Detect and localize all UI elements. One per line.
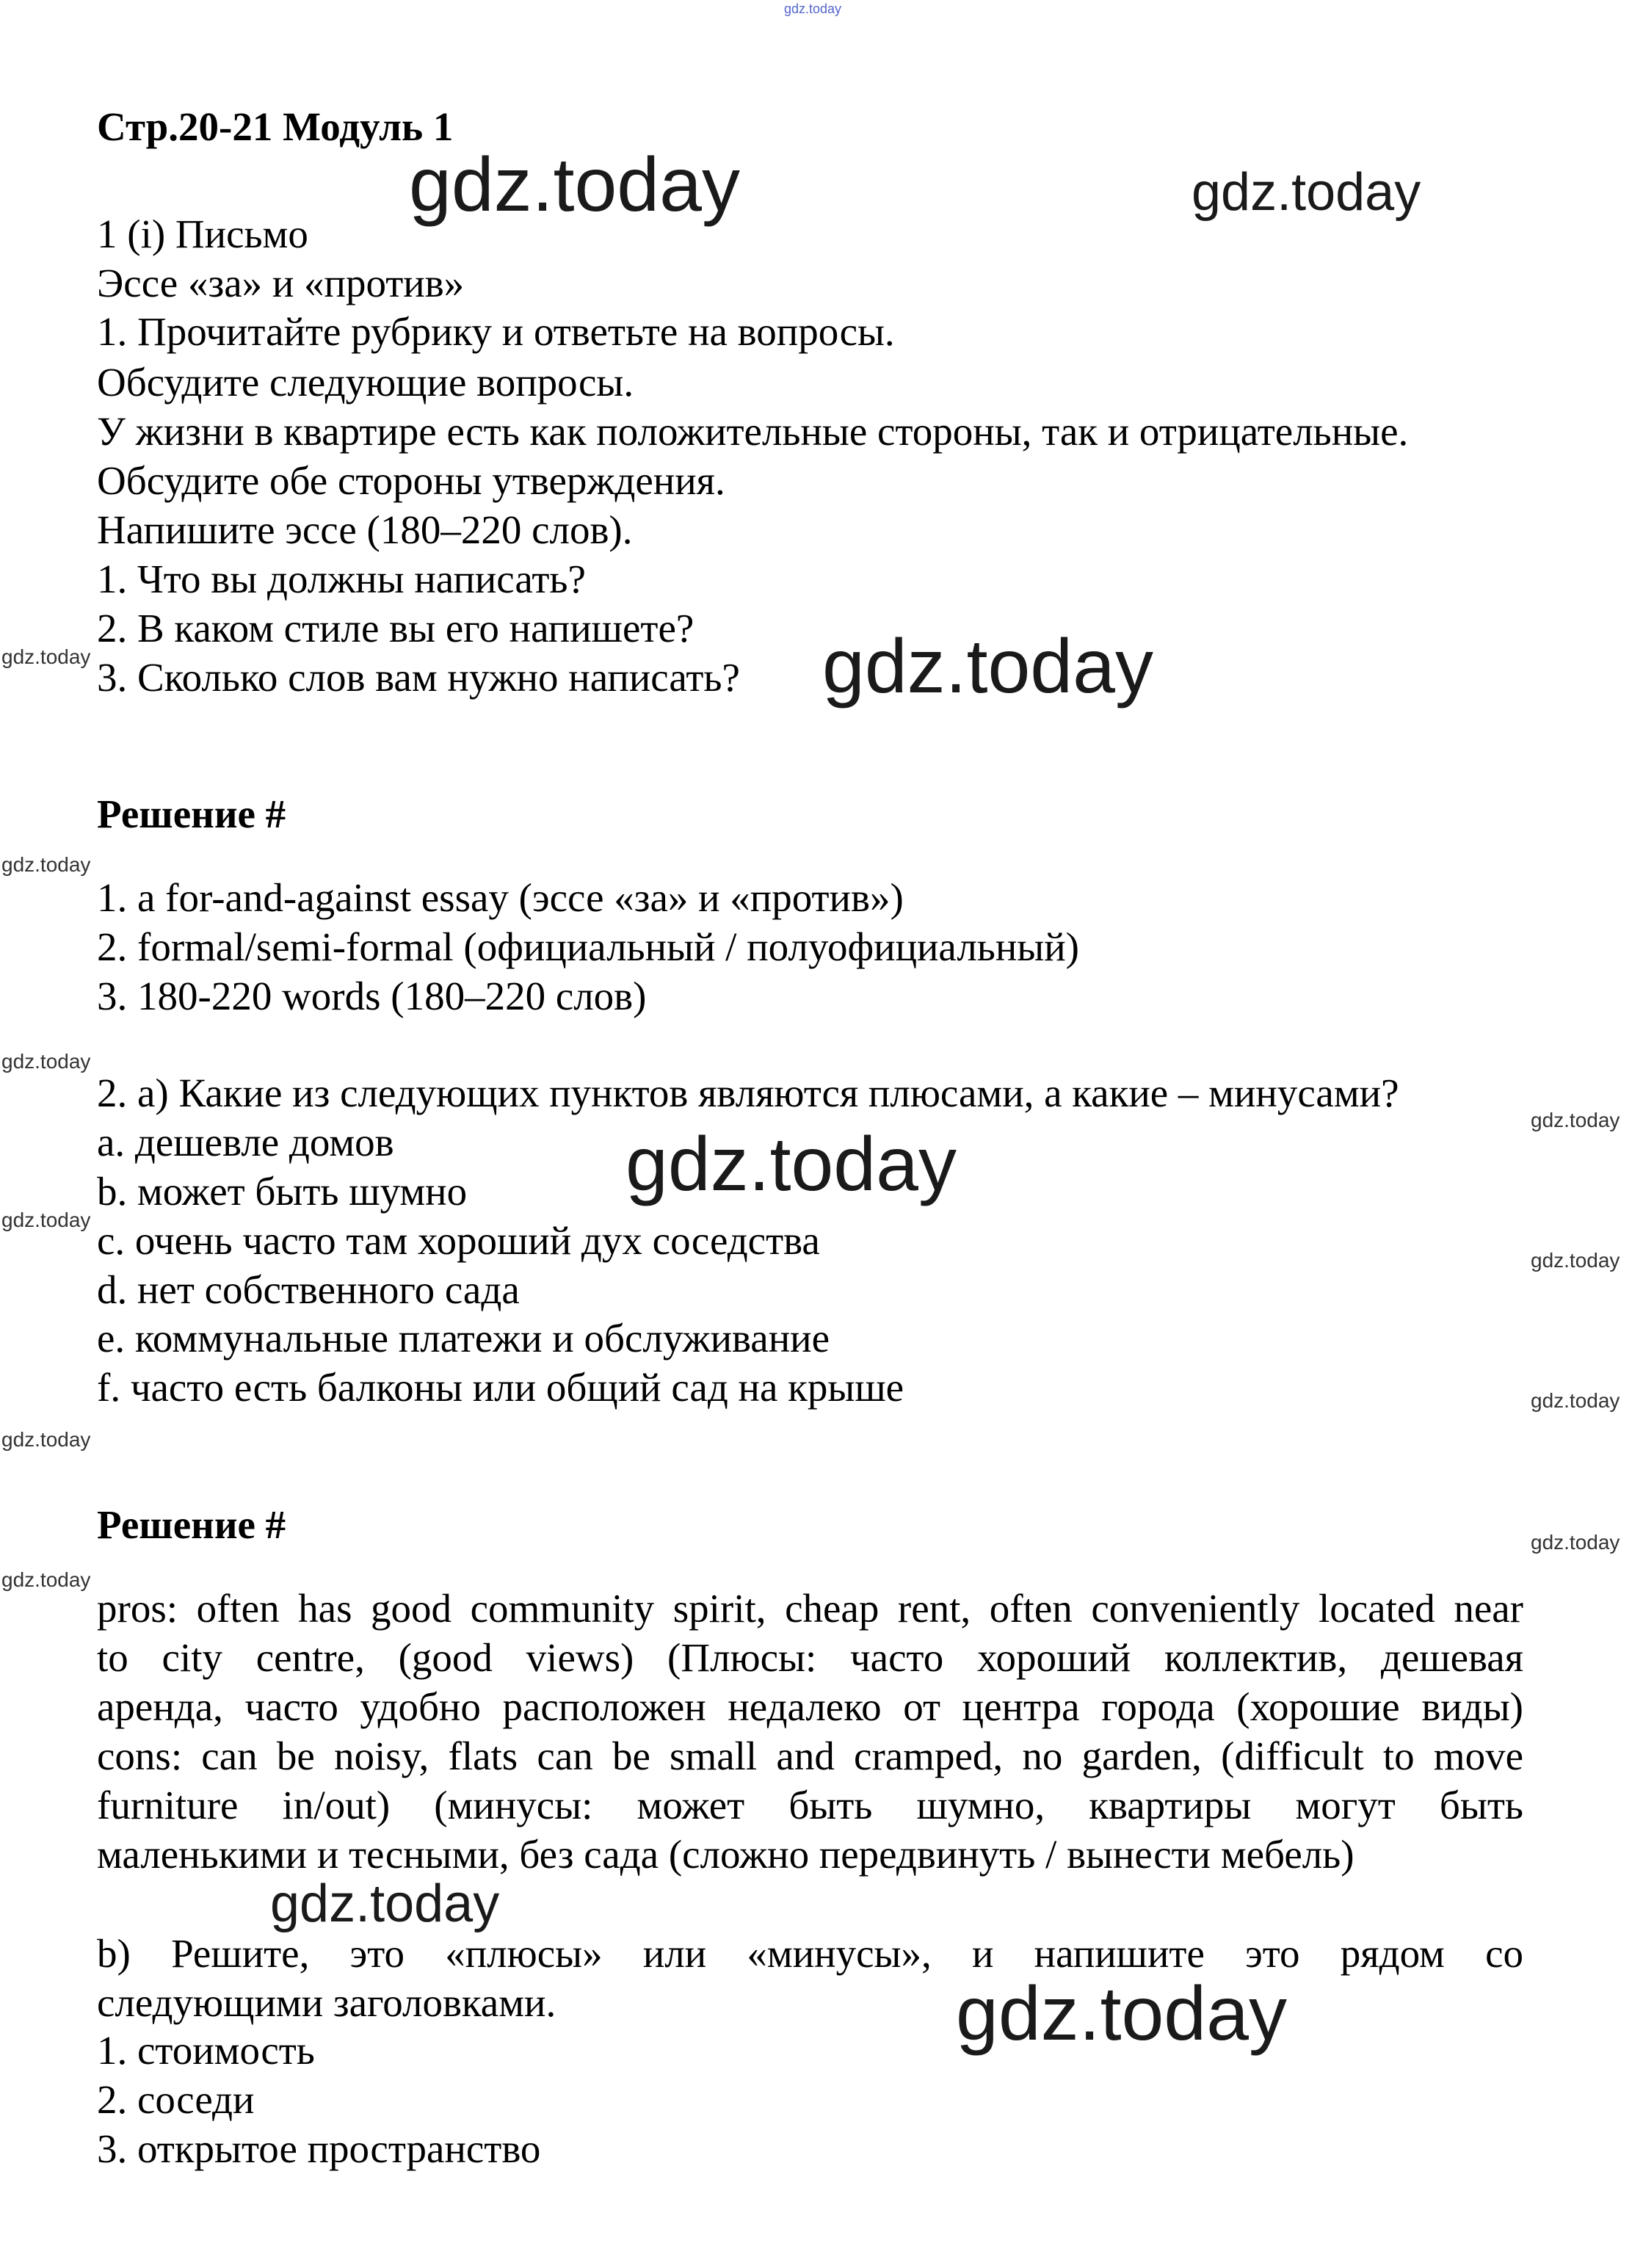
- watermark: gdz.today: [784, 1, 842, 16]
- task-line: e. коммунальные платежи и обслуживание: [97, 1316, 830, 1361]
- task-line: Напишите эссе (180–220 слов).: [97, 507, 633, 552]
- watermark: gdz.today: [1531, 1389, 1620, 1412]
- watermark: gdz.today: [1531, 1531, 1620, 1554]
- watermark: gdz.today: [1, 645, 91, 668]
- task-line: следующими заголовками.: [97, 1980, 556, 2025]
- task-line: 1. стоимость: [97, 2028, 315, 2073]
- solution-heading: Решение #: [97, 791, 286, 836]
- solution-line: маленькими и тесными, без сада (сложно передвинуть / вынести мебель): [97, 1832, 1354, 1877]
- solution-line: cons: can be noisy, flats can be small and cramped, no garden, (difficult to move: [97, 1733, 1523, 1778]
- watermark: gdz.today: [1192, 163, 1421, 222]
- task-line: У жизни в квартире есть как положительные стороны, так и отрицательные.: [97, 409, 1409, 454]
- task-line: d. нет собственного сада: [97, 1267, 520, 1312]
- watermark: gdz.today: [1, 1428, 91, 1451]
- watermark: gdz.today: [1, 1209, 91, 1231]
- task-line: f. часто есть балконы или общий сад на крыше: [97, 1365, 904, 1410]
- task-line: 1 (i) Письмо: [97, 211, 308, 256]
- watermark: gdz.today: [270, 1874, 500, 1933]
- task-line: Обсудите следующие вопросы.: [97, 360, 634, 405]
- task-line: Эссе «за» и «против»: [97, 261, 465, 305]
- task-line: 2. a) Какие из следующих пунктов являются плюсами, а какие – минусами?: [97, 1070, 1399, 1115]
- task-line: b) Решите, это «плюсы» или «минусы», и напишите это рядом со: [97, 1931, 1523, 1976]
- task-line: c. очень часто там хороший дух соседства: [97, 1218, 820, 1263]
- solution-line: pros: often has good community spirit, cheap rent, often conveniently located near: [97, 1586, 1523, 1631]
- solution-heading: Решение #: [97, 1502, 286, 1547]
- solution-line: аренда, часто удобно расположен недалеко от центра города (хорошие виды): [97, 1684, 1523, 1729]
- task-line: 3. Сколько слов вам нужно написать?: [97, 655, 740, 700]
- task-line: a. дешевле домов: [97, 1120, 394, 1164]
- watermark: gdz.today: [1, 853, 91, 876]
- task-line: 3. открытое пространство: [97, 2126, 541, 2171]
- watermark: gdz.today: [409, 142, 740, 228]
- task-line: 1. Что вы должны написать?: [97, 557, 586, 601]
- watermark: gdz.today: [625, 1122, 957, 1207]
- watermark: gdz.today: [1, 1568, 91, 1591]
- watermark: gdz.today: [822, 624, 1153, 709]
- task-line: b. может быть шумно: [97, 1169, 468, 1214]
- task-line: 2. соседи: [97, 2077, 255, 2122]
- watermark: gdz.today: [1531, 1109, 1620, 1131]
- task-line: 1. Прочитайте рубрику и ответьте на вопросы.: [97, 309, 895, 354]
- solution-line: 1. a for-and-against essay (эссе «за» и «против»): [97, 875, 904, 920]
- solution-line: to city centre, (good views) (Плюсы: часто хороший коллектив, дешевая: [97, 1635, 1523, 1680]
- watermark: gdz.today: [956, 1971, 1287, 2057]
- solution-line: furniture in/out) (минусы: может быть шумно, квартиры могут быть: [97, 1783, 1523, 1827]
- task-line: 2. В каком стиле вы его напишете?: [97, 606, 694, 651]
- page-title: Стр.20-21 Модуль 1: [97, 104, 454, 149]
- solution-line: 3. 180-220 words (180–220 слов): [97, 974, 647, 1018]
- watermark: gdz.today: [1, 1050, 91, 1073]
- task-line: Обсудите обе стороны утверждения.: [97, 458, 725, 503]
- watermark: gdz.today: [1531, 1249, 1620, 1272]
- solution-line: 2. formal/semi-formal (официальный / полуофициальный): [97, 924, 1079, 969]
